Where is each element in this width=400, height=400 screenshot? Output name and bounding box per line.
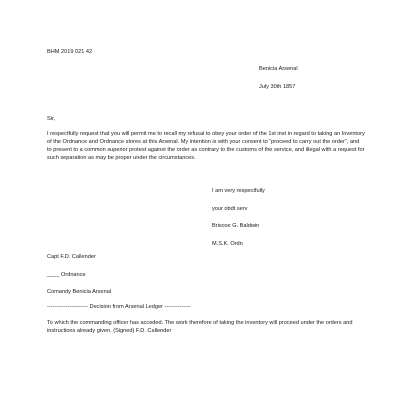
addressee-name: Capt F.D. Callender [47,254,96,260]
signatory-title: M.S.K. Ordn [212,241,243,247]
letter-date: July 30th 1857 [259,84,296,90]
closing-servant-line: your obdt serv [212,206,248,212]
reference-number: BHM 2019 021 42 [47,49,93,55]
letter-location: Benicia Arsenal [259,66,298,72]
closing-line: I am very respectfully [212,188,265,194]
salutation: Sir, [47,116,56,122]
addressee-station: Comandy Benicia Arsenal [47,289,112,295]
letter-body: I respectfully request that you will permit me to recall my refusal to obey your order of the 1st inst in regard to taking an Inventory of the Ordnance and Ordnance stores at this Arsenal. My intention is with your consent to “proceed to carry out the order”, and to present to a common superior protest against the order as contrary to the customs of the service, and illegal with a request for such separation as may be proper under the circumstances. [47,131,365,161]
ledger-decision: To which the commanding officer has acceded. The work therefore of taking the inventory will proceed under the orders and instructions already given. (Signed) F.D. Callender [47,320,353,334]
ledger-divider: ---------------------- Decision from Arsenal Ledger -------------- [47,304,191,310]
addressee-department: ____ Ordnance [47,272,86,278]
signatory-name: Briscoe G. Baldwin [212,223,260,229]
